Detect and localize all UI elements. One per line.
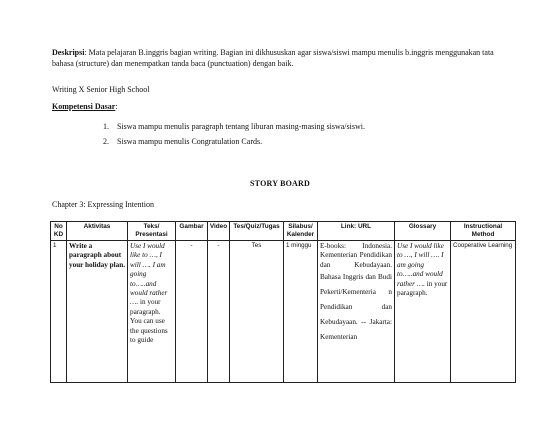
kompetensi-heading bbox=[52, 101, 118, 112]
header-aktivitas: Aktivitas bbox=[67, 222, 128, 241]
cell-video: - bbox=[208, 241, 230, 383]
cell-teks bbox=[128, 241, 176, 383]
glossary-italic: Use I would like to …, I will …. I am going to…..and would rather …. bbox=[397, 242, 444, 288]
table-row bbox=[51, 241, 516, 383]
link-text-1: E-books: Indonesia. Kementerian Pendidikan dan Kebudayaan. bbox=[320, 242, 392, 269]
item-number: 2. bbox=[103, 137, 109, 146]
chapter-title: Chapter 3: Expressing Intention bbox=[52, 200, 154, 209]
kompetensi-item bbox=[103, 136, 365, 151]
teks-plain: in your paragraph. You can use the questions to guide bbox=[130, 298, 168, 345]
header-method: Instructional Method bbox=[451, 222, 516, 241]
header-tes: Tes/Quiz/Tugas bbox=[230, 222, 284, 241]
cell-gambar: - bbox=[176, 241, 208, 383]
story-board-table bbox=[50, 221, 516, 383]
glossary-plain: in your paragraph. bbox=[397, 279, 448, 298]
header-video: Video bbox=[208, 222, 230, 241]
item-number: 1. bbox=[103, 122, 109, 131]
header-link: Link: URL bbox=[318, 222, 395, 241]
kompetensi-item bbox=[103, 121, 365, 136]
item-text: Siswa mampu menulis Congratulation Cards. bbox=[117, 137, 263, 146]
description-paragraph bbox=[52, 47, 514, 69]
item-text: Siswa mampu menulis paragraph tentang liburan masing-masing siswa/siswi. bbox=[117, 122, 365, 131]
kompetensi-list bbox=[103, 121, 365, 151]
description-text: : Mata pelajaran B.inggris bagian writing. Bagian ini dikhususkan agar siswa/siswi mampu menulis b.inggris menggunakan tata bahasa (structure) dan menempatkan tanda baca (punctuation) dengan baik. bbox=[52, 48, 494, 68]
header-no-kd: No KD bbox=[51, 222, 67, 241]
kompetensi-colon: : bbox=[115, 102, 118, 111]
link-text-2: Bahasa Inggris dan Budi Pekerti/Kementeria n Pendidikan dan Kebudayaan. -- Jakarta: Kementerian bbox=[320, 273, 392, 342]
teks-italic: Use I would like to …, I will …. I am going to…..and would rather …. bbox=[130, 242, 168, 307]
writing-line: Writing X Senior High School bbox=[52, 85, 150, 94]
cell-tes: Tes bbox=[230, 241, 284, 383]
cell-glossary bbox=[395, 241, 451, 383]
cell-aktivitas: Write a paragraph about your holiday plan. bbox=[67, 241, 128, 383]
header-glossary: Glossary bbox=[395, 222, 451, 241]
header-gambar: Gambar bbox=[176, 222, 208, 241]
header-row bbox=[51, 222, 516, 241]
cell-method: Cooperative Learning bbox=[451, 241, 516, 383]
kompetensi-label: Kompetensi Dasar bbox=[52, 102, 116, 111]
header-teks: Teks/ Presentasi bbox=[128, 222, 176, 241]
description-label: Deskripsi bbox=[52, 48, 85, 57]
header-silabus: Silabus/ Kalender bbox=[284, 222, 318, 241]
story-board-title: STORY BOARD bbox=[250, 179, 310, 188]
cell-link bbox=[318, 241, 395, 383]
cell-silabus: 1 minggu bbox=[284, 241, 318, 383]
cell-no: 1 bbox=[51, 241, 67, 383]
